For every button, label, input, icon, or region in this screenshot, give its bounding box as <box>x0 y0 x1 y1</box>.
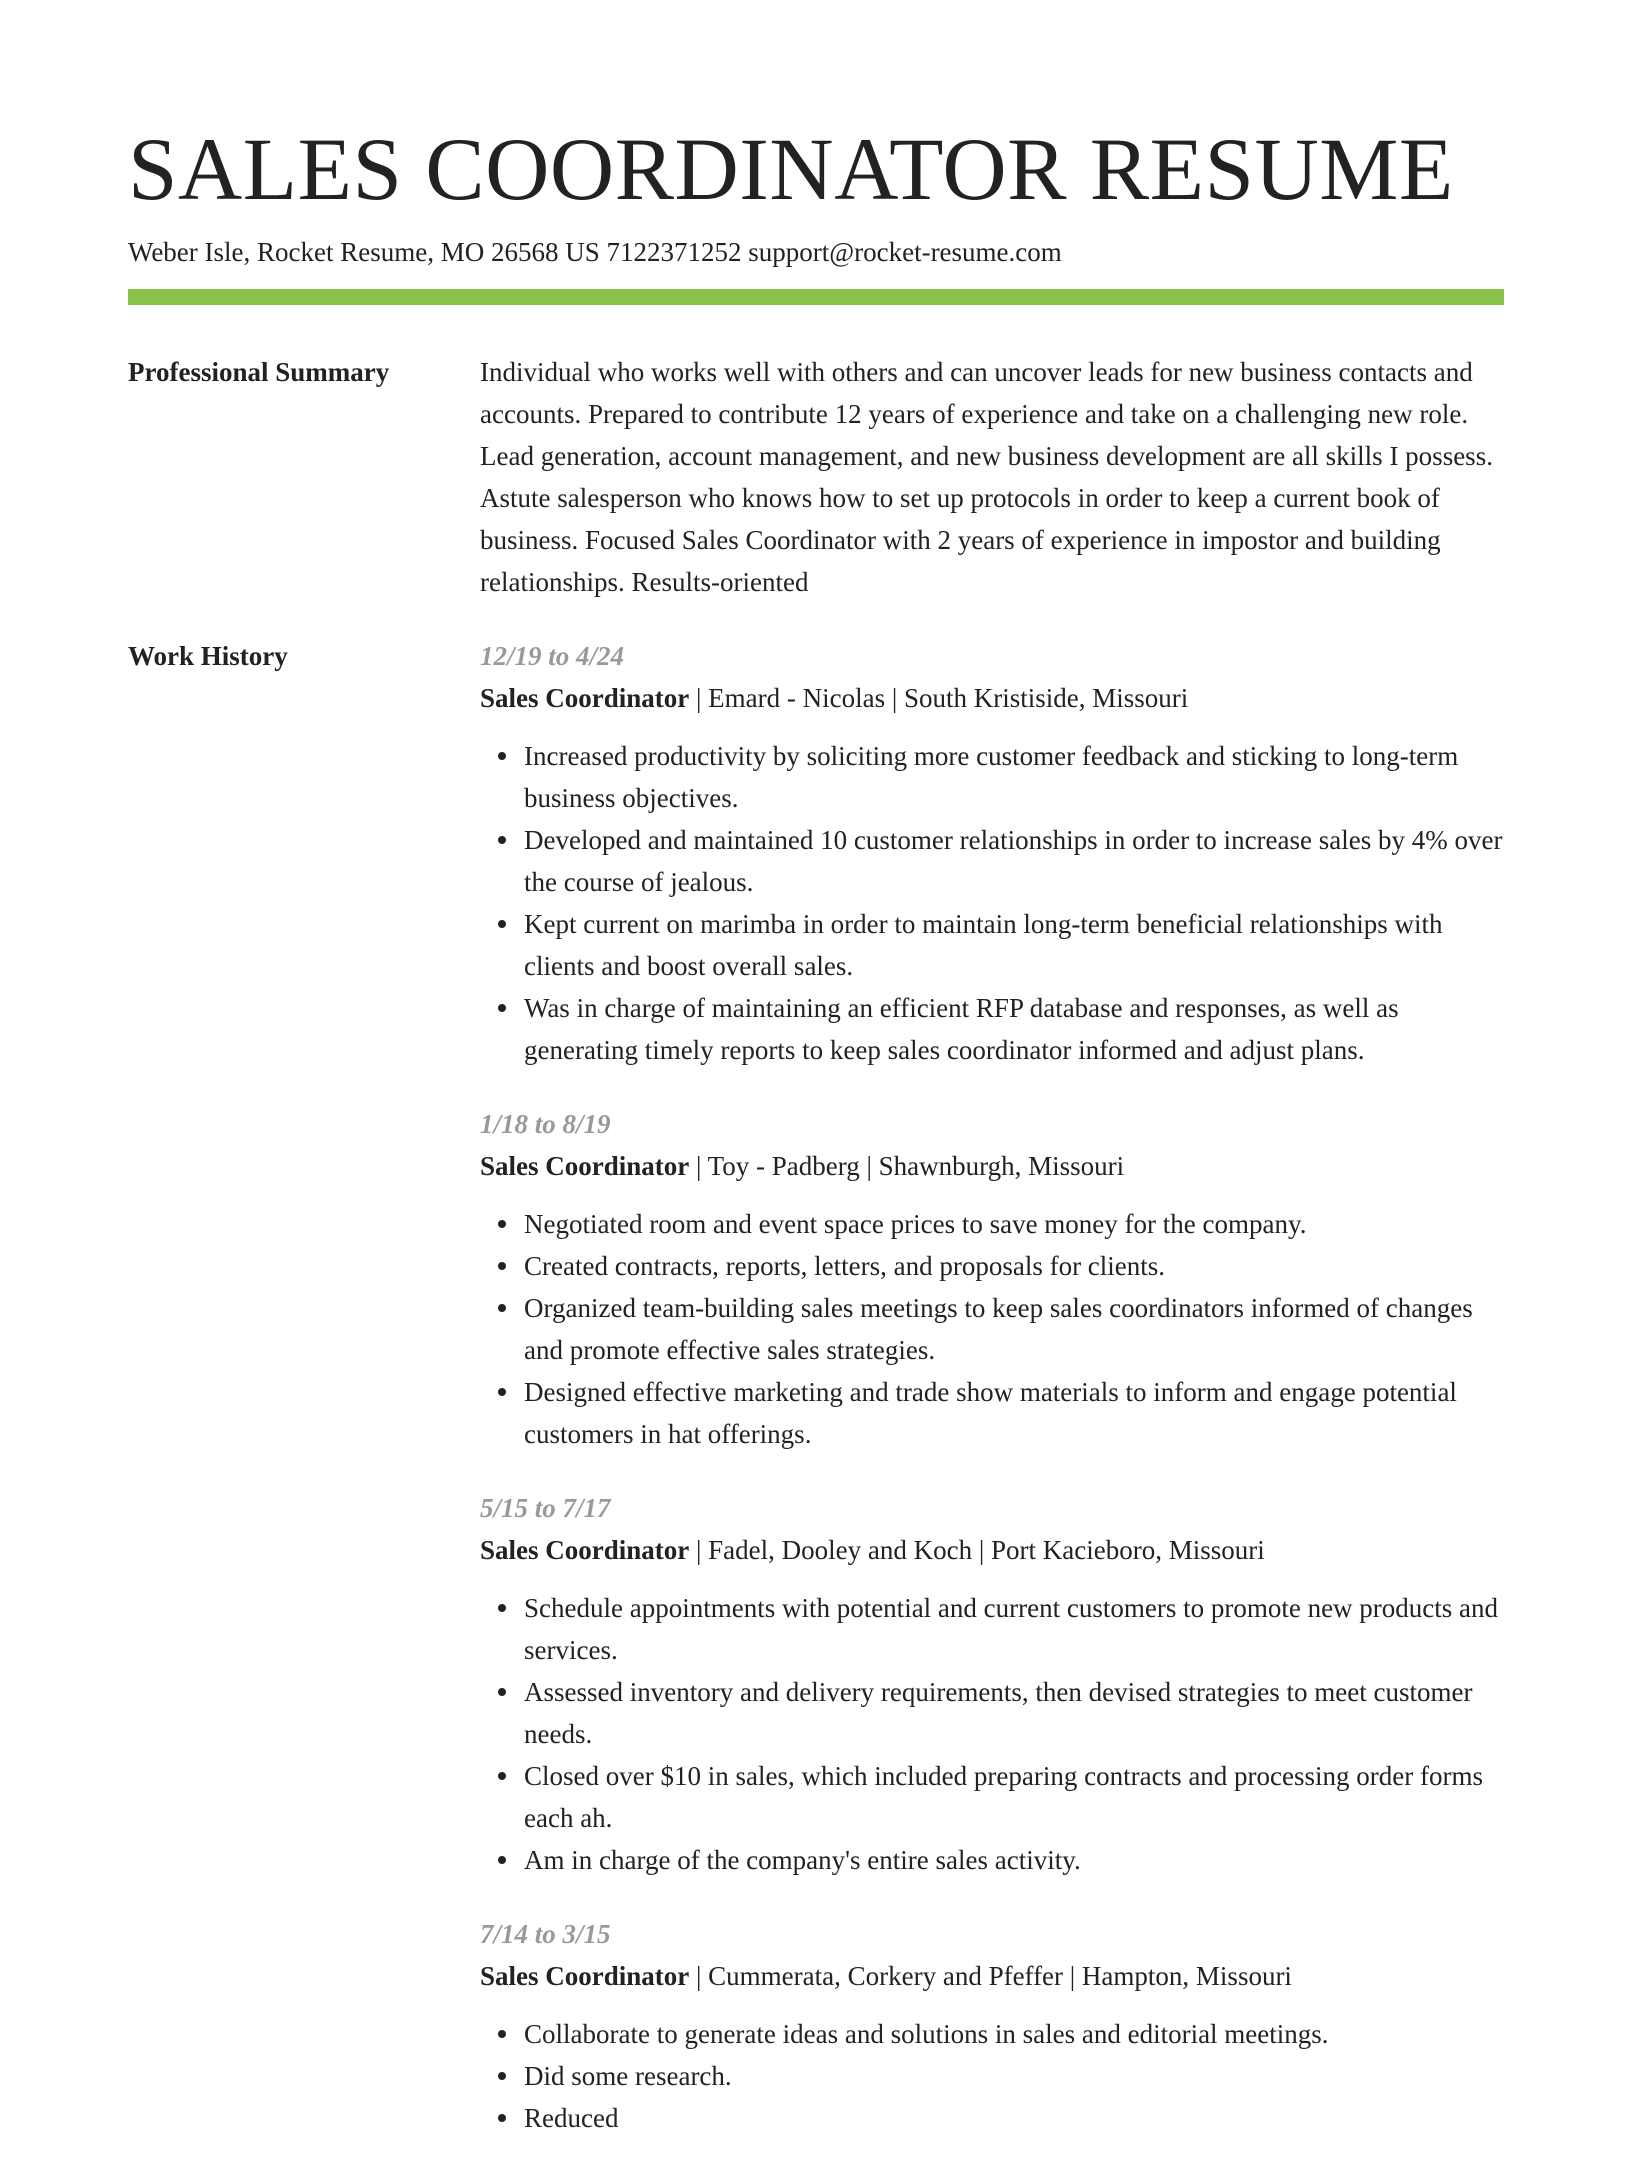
job-bullets <box>480 2013 1504 2139</box>
job-heading <box>480 1955 1504 1997</box>
contact-info: Weber Isle, Rocket Resume, MO 26568 US 7122371252 support@rocket-resume.com <box>128 237 1062 267</box>
summary-text: Individual who works well with others and can uncover leads for new business contacts and accounts. Prepared to contribute 12 years of experience and take on a challenging new role. Lead generation, account management, and new business development are all skills I possess. Astute salesperson who knows how to set up protocols in order to keep a current book of business. Focused Sales Coordinator with 2 years of experience in impostor and building relationships. Results-oriented <box>480 357 1493 597</box>
job-entry <box>480 1103 1504 1455</box>
job-bullet: Did some research. <box>524 2055 1504 2097</box>
job-dates: 5/15 to 7/17 <box>480 1493 611 1523</box>
job-bullet: Organized team-building sales meetings to keep sales coordinators informed of changes and promote effective sales strategies. <box>524 1287 1504 1371</box>
header-divider <box>128 289 1504 305</box>
job-dates: 12/19 to 4/24 <box>480 641 625 671</box>
job-bullet: Kept current on marimba in order to maintain long-term beneficial relationships with clients and boost overall sales. <box>524 903 1504 987</box>
job-bullets <box>480 735 1504 1071</box>
job-heading <box>480 677 1504 719</box>
job-bullet: Created contracts, reports, letters, and proposals for clients. <box>524 1245 1504 1287</box>
job-dates: 7/14 to 3/15 <box>480 1919 611 1949</box>
section-label-summary: Professional Summary <box>128 357 390 387</box>
job-bullet: Negotiated room and event space prices to save money for the company. <box>524 1203 1504 1245</box>
resume-title: SALES COORDINATOR RESUME <box>128 121 1454 219</box>
job-title: Sales Coordinator <box>480 1151 690 1181</box>
job-details: | Emard - Nicolas | South Kristiside, Missouri <box>689 683 1189 713</box>
job-heading <box>480 1529 1504 1571</box>
job-details: | Toy - Padberg | Shawnburgh, Missouri <box>689 1151 1125 1181</box>
job-bullet: Increased productivity by soliciting more customer feedback and sticking to long-term business objectives. <box>524 735 1504 819</box>
job-bullet: Assessed inventory and delivery requirements, then devised strategies to meet customer needs. <box>524 1671 1504 1755</box>
job-bullet: Schedule appointments with potential and current customers to promote new products and services. <box>524 1587 1504 1671</box>
job-details: | Fadel, Dooley and Koch | Port Kacieboro, Missouri <box>689 1535 1265 1565</box>
job-bullet: Reduced <box>524 2097 1504 2139</box>
job-entry <box>480 635 1504 1071</box>
job-bullet: Developed and maintained 10 customer relationships in order to increase sales by 4% over the course of jealous. <box>524 819 1504 903</box>
job-bullet: Collaborate to generate ideas and solutions in sales and editorial meetings. <box>524 2013 1504 2055</box>
job-entry <box>480 1487 1504 1881</box>
work-history-section <box>128 635 1504 2171</box>
job-title: Sales Coordinator <box>480 1535 690 1565</box>
job-entry <box>480 1913 1504 2139</box>
summary-body <box>480 351 1504 603</box>
job-bullet: Closed over $10 in sales, which included preparing contracts and processing order forms each ah. <box>524 1755 1504 1839</box>
job-heading <box>480 1145 1504 1187</box>
work-history-body <box>480 635 1504 2171</box>
job-bullet: Was in charge of maintaining an efficient RFP database and responses, as well as generating timely reports to keep sales coordinator informed and adjust plans. <box>524 987 1504 1071</box>
job-details: | Cummerata, Corkery and Pfeffer | Hampton, Missouri <box>689 1961 1292 1991</box>
job-bullets <box>480 1203 1504 1455</box>
professional-summary-section <box>128 351 1504 603</box>
job-bullets <box>480 1587 1504 1881</box>
section-label-work-history: Work History <box>128 641 288 671</box>
job-bullet: Designed effective marketing and trade show materials to inform and engage potential customers in hat offerings. <box>524 1371 1504 1455</box>
job-dates: 1/18 to 8/19 <box>480 1109 611 1139</box>
job-bullet: Am in charge of the company's entire sales activity. <box>524 1839 1504 1881</box>
resume-page <box>128 0 1504 2171</box>
job-title: Sales Coordinator <box>480 683 690 713</box>
job-title: Sales Coordinator <box>480 1961 690 1991</box>
